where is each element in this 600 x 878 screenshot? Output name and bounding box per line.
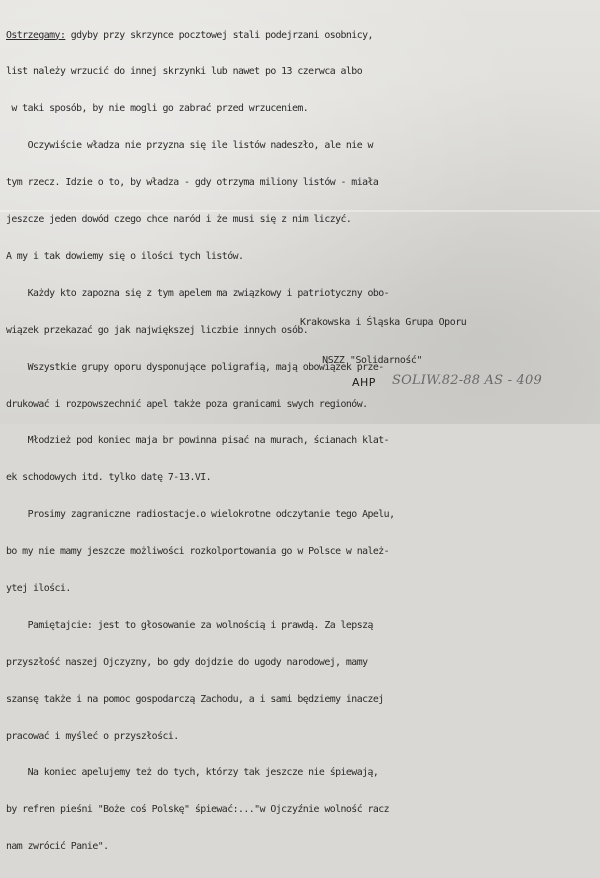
archive-stamp: AHP — [352, 376, 376, 389]
archive-reference-number: SOLIW.82-88 AS - 409 — [392, 373, 542, 388]
signature-line-union: NSZZ "Solidarność" — [300, 354, 422, 366]
text-line: by refren pieśni "Boże coś Polskę" śpiewać:..."w Ojczyźnie wolność racz — [6, 804, 390, 816]
emphasis-word: Ostrzegamy: — [6, 29, 66, 41]
text-line: pracować i myśleć o przyszłości. — [6, 730, 179, 742]
appeal-text — [6, 5, 596, 878]
text-line: Ostrzegamy: gdyby przy skrzynce pocztowej stali podejrzani osobnicy, — [6, 29, 373, 41]
text-line: Prosimy zagraniczne radiostacje.o wielokrotne odczytanie tego Apelu, — [6, 509, 395, 521]
text-line: Każdy kto zapozna się z tym apelem ma związkowy i patriotyczny obo- — [6, 287, 390, 299]
text-line: A my i tak dowiemy się o ilości tych listów. — [6, 250, 244, 262]
text-line: Oczywiście władza nie przyzna się ile listów nadeszło, ale nie w — [6, 140, 373, 152]
text-line: Młodzież pod koniec maja br powinna pisać na murach, ścianach klat- — [6, 435, 390, 447]
text-line: bo my nie mamy jeszcze możliwości rozkolportowania go w Polsce w należ- — [6, 546, 390, 558]
text-line: wiązek przekazać go jak największej liczbie innych osób. — [6, 324, 309, 336]
text-line: Pamiętajcie: jest to głosowanie za wolnością i prawdą. Za lepszą — [6, 619, 373, 631]
text-line: w taki sposób, by nie mogli go zabrać przed wrzuceniem. — [6, 103, 309, 115]
text-line: tym rzecz. Idzie o to, by władza - gdy otrzyma miliony listów - miała — [6, 177, 379, 189]
text-line: szansę także i na pomoc gospodarczą Zachodu, a i sami będziemy inaczej — [6, 693, 384, 705]
text-line: drukować i rozpowszechnić apel także poza granicami swych regionów. — [6, 398, 368, 410]
text-line: nam zwrócić Panie". — [6, 841, 109, 853]
text-line: ytej ilości. — [6, 582, 71, 594]
text-line: Na koniec apelujemy też do tych, którzy tak jeszcze nie śpiewają, — [6, 767, 379, 779]
text-line: list należy wrzucić do innej skrzynki lub nawet po 13 czerwca albo — [6, 66, 363, 78]
signature-line-group: Krakowska i Śląska Grupa Oporu — [300, 317, 467, 328]
text-line: jeszcze jeden dowód czego chce naród i że musi się z nim liczyć. — [6, 214, 352, 226]
text-line: ek schodowych itd. tylko datę 7-13.VI. — [6, 472, 212, 484]
text-line: Wszystkie grupy oporu dysponujące poligrafią, mają obowiązek prze- — [6, 361, 384, 373]
text-line: przyszłość naszej Ojczyzny, bo gdy dojdzie do ugody narodowej, mamy — [6, 656, 368, 668]
